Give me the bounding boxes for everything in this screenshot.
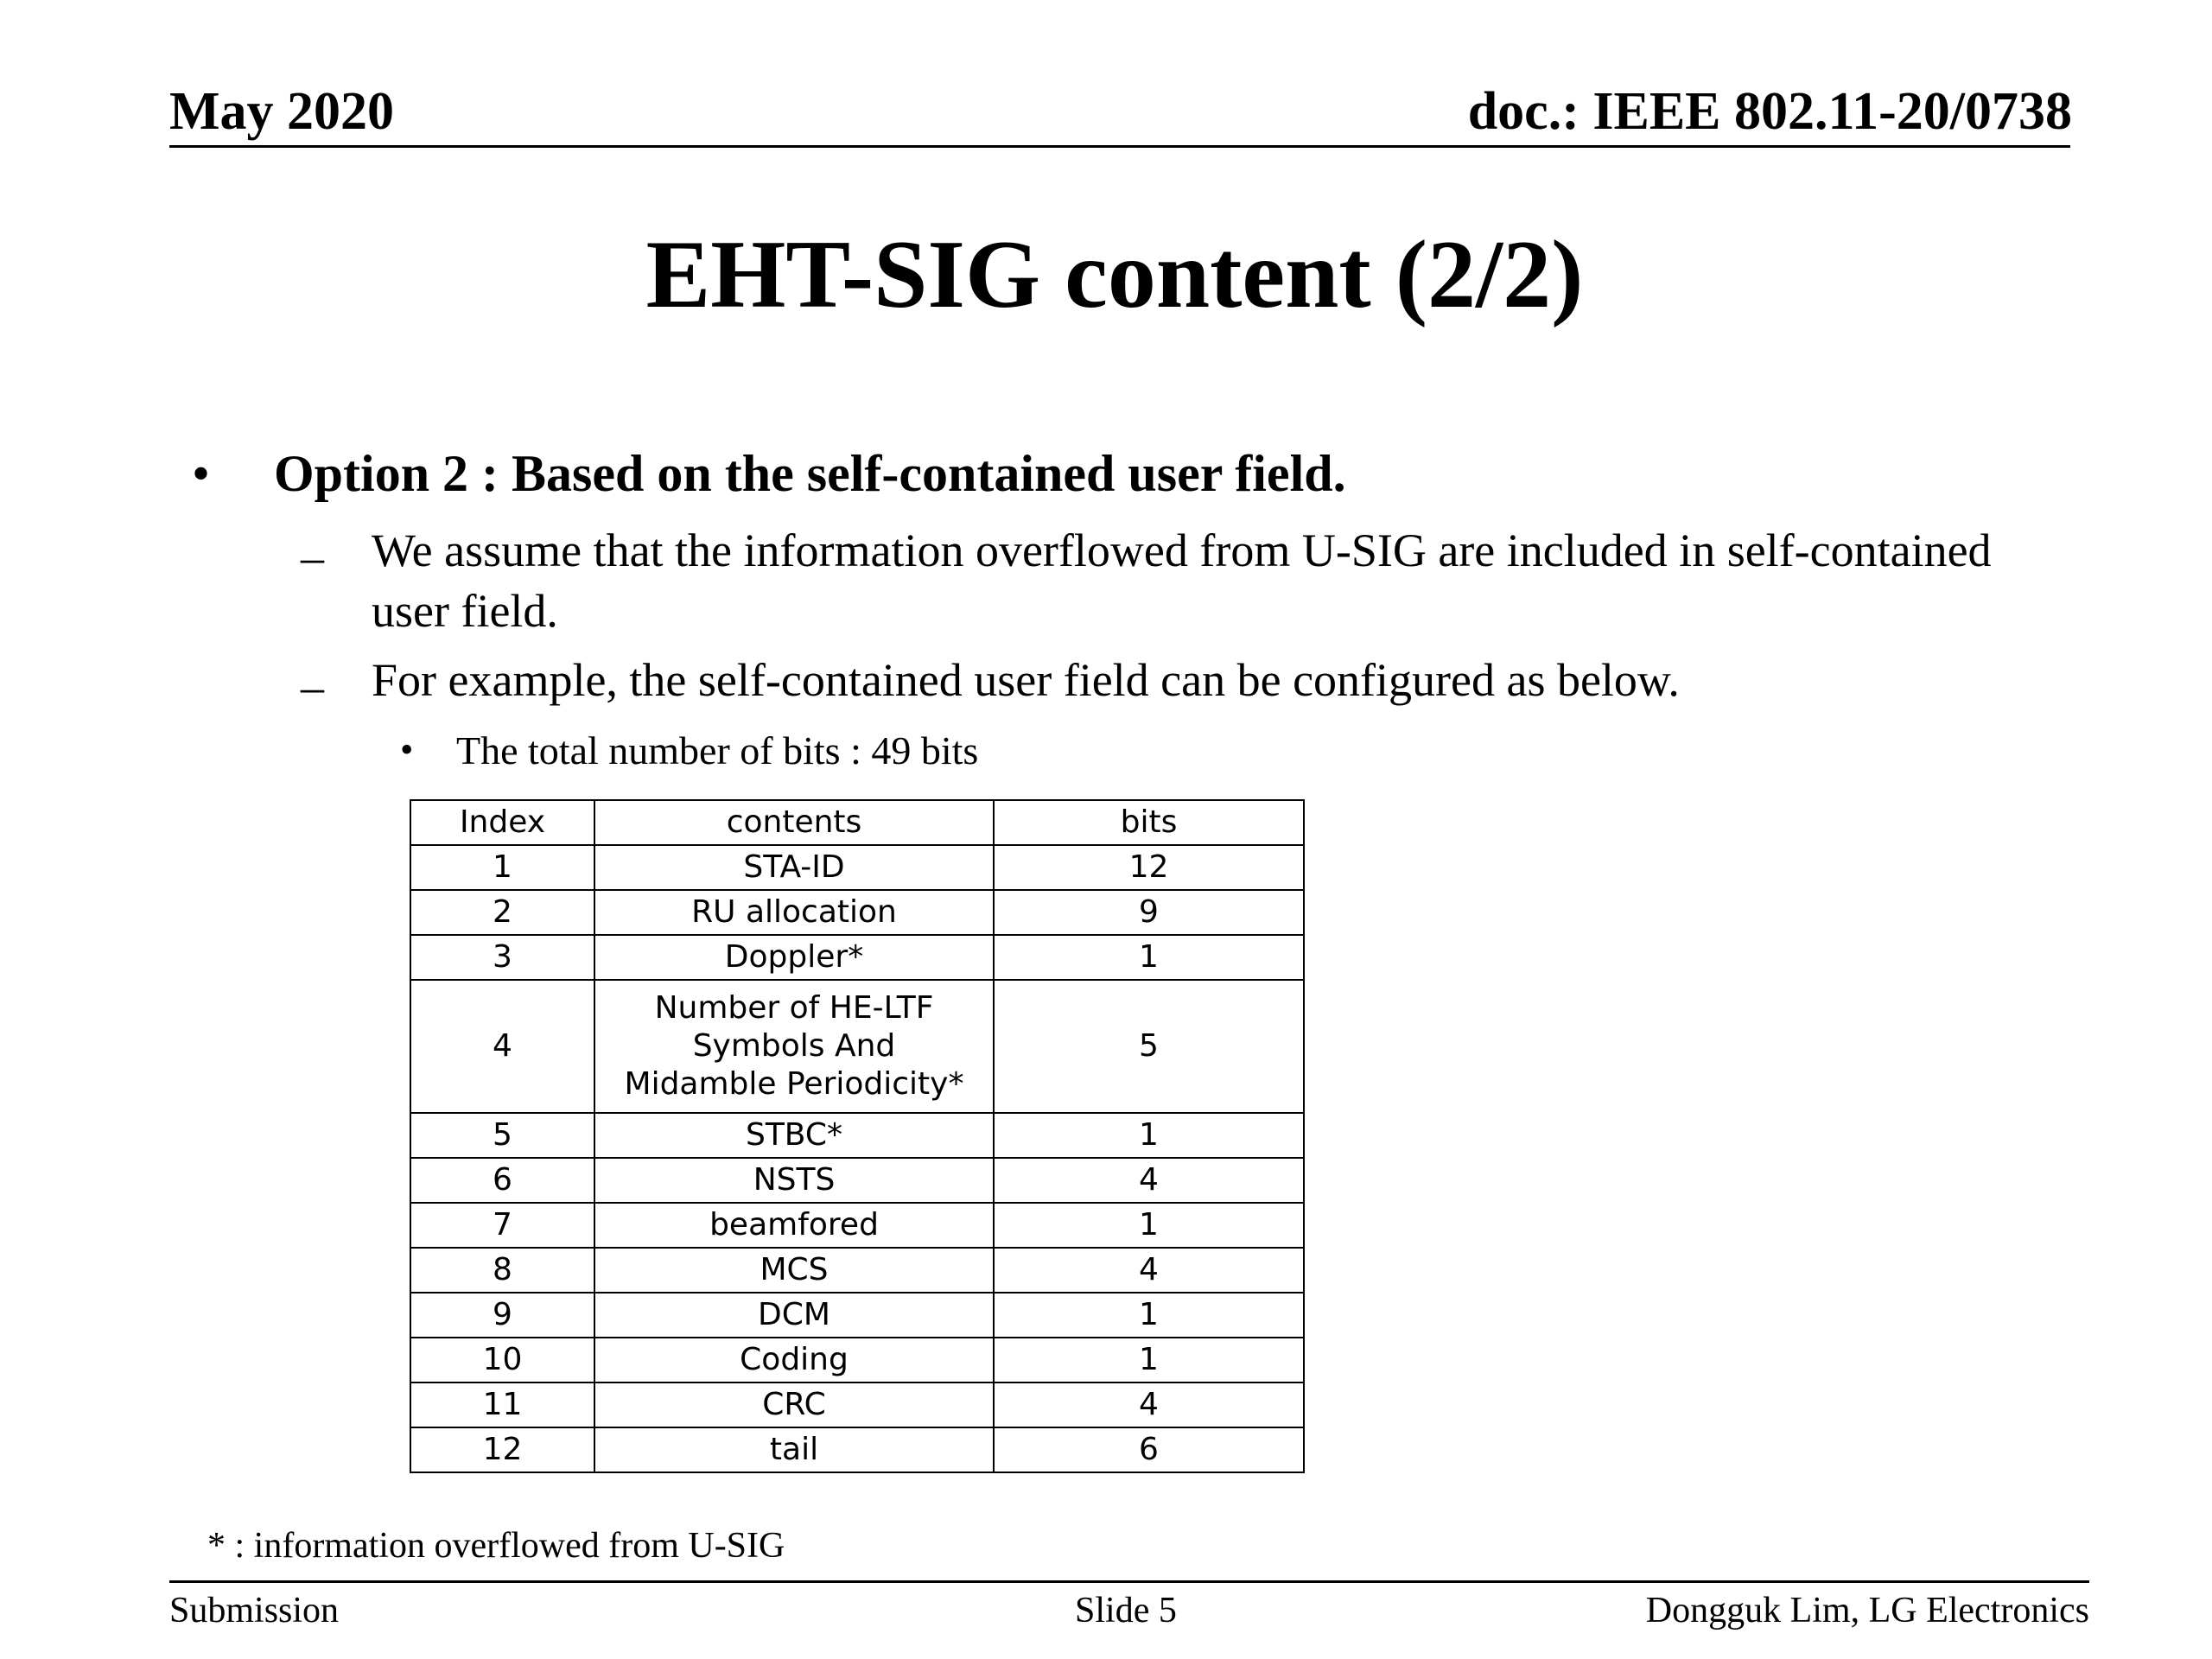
table-row bbox=[410, 845, 1304, 890]
footer-submission: Submission bbox=[169, 1591, 340, 1630]
cell-index: 8 bbox=[410, 1248, 594, 1293]
cell-bits: 1 bbox=[994, 1293, 1304, 1338]
cell-index: 10 bbox=[410, 1338, 594, 1382]
cell-bits: 12 bbox=[994, 845, 1304, 890]
table-row bbox=[410, 1203, 1304, 1248]
cell-index: 2 bbox=[410, 890, 594, 935]
table-row bbox=[410, 935, 1304, 980]
sub-bullet-example: For example, the self-contained user field can be configured as below. bbox=[372, 654, 1680, 706]
cell-contents-line: Symbols And bbox=[692, 1028, 896, 1064]
table-row bbox=[410, 1382, 1304, 1427]
cell-bits: 1 bbox=[994, 935, 1304, 980]
cell-contents: STBC* bbox=[594, 1113, 994, 1158]
cell-bits: 4 bbox=[994, 1382, 1304, 1427]
cell-index: 9 bbox=[410, 1293, 594, 1338]
sub-bullet-assumption: We assume that the information overflowed from U-SIG are included in self-contained user field. bbox=[372, 524, 1992, 637]
header-rule bbox=[169, 145, 2070, 148]
cell-bits: 9 bbox=[994, 890, 1304, 935]
table-row bbox=[410, 1113, 1304, 1158]
cell-contents: NSTS bbox=[594, 1158, 994, 1203]
cell-contents: RU allocation bbox=[594, 890, 994, 935]
cell-contents: STA-ID bbox=[594, 845, 994, 890]
table-row bbox=[410, 1427, 1304, 1472]
header-date: May 2020 bbox=[169, 82, 395, 141]
table-row bbox=[410, 1248, 1304, 1293]
cell-bits: 4 bbox=[994, 1158, 1304, 1203]
cell-contents bbox=[594, 980, 994, 1113]
cell-index: 12 bbox=[410, 1427, 594, 1472]
main-bullet-text: Option 2 : Based on the self-contained user field. bbox=[274, 445, 1346, 502]
cell-index: 5 bbox=[410, 1113, 594, 1158]
user-field-table bbox=[410, 799, 1305, 1473]
cell-contents: DCM bbox=[594, 1293, 994, 1338]
dash-marker: – bbox=[301, 531, 324, 583]
footer-rule bbox=[169, 1580, 2089, 1583]
column-header-index: Index bbox=[410, 800, 594, 845]
cell-index: 4 bbox=[410, 980, 594, 1113]
cell-contents: tail bbox=[594, 1427, 994, 1472]
cell-contents: beamfored bbox=[594, 1203, 994, 1248]
column-header-contents: contents bbox=[594, 800, 994, 845]
column-header-bits: bits bbox=[994, 800, 1304, 845]
footer-slide-number: Slide 5 bbox=[1075, 1591, 1177, 1630]
table-row bbox=[410, 1338, 1304, 1382]
cell-bits: 4 bbox=[994, 1248, 1304, 1293]
table-row bbox=[410, 980, 1304, 1113]
cell-index: 6 bbox=[410, 1158, 594, 1203]
cell-index: 7 bbox=[410, 1203, 594, 1248]
cell-index: 3 bbox=[410, 935, 594, 980]
cell-bits: 6 bbox=[994, 1427, 1304, 1472]
sub-sub-bullet-total-bits: The total number of bits : 49 bits bbox=[456, 728, 979, 772]
header-doc-number: doc.: IEEE 802.11-20/0738 bbox=[1467, 82, 2072, 141]
table-row bbox=[410, 1293, 1304, 1338]
cell-contents-line: Number of HE-LTF bbox=[654, 990, 934, 1026]
cell-contents-line: Midamble Periodicity* bbox=[624, 1066, 964, 1102]
footer-author: Dongguk Lim, LG Electronics bbox=[1645, 1591, 2089, 1630]
cell-contents: Coding bbox=[594, 1338, 994, 1382]
cell-contents: CRC bbox=[594, 1382, 994, 1427]
cell-index: 1 bbox=[410, 845, 594, 890]
cell-bits: 5 bbox=[994, 980, 1304, 1113]
footnote: * : information overflowed from U-SIG bbox=[207, 1526, 785, 1566]
cell-bits: 1 bbox=[994, 1113, 1304, 1158]
bullet-marker: • bbox=[192, 445, 211, 502]
bullet-marker: • bbox=[400, 728, 414, 771]
cell-index: 11 bbox=[410, 1382, 594, 1427]
cell-bits: 1 bbox=[994, 1338, 1304, 1382]
table-row bbox=[410, 890, 1304, 935]
dash-marker: – bbox=[301, 661, 324, 713]
cell-bits: 1 bbox=[994, 1203, 1304, 1248]
slide-title: EHT-SIG content (2/2) bbox=[645, 221, 1584, 328]
cell-contents: MCS bbox=[594, 1248, 994, 1293]
table-header-row bbox=[410, 800, 1304, 845]
table-row bbox=[410, 1158, 1304, 1203]
cell-contents: Doppler* bbox=[594, 935, 994, 980]
